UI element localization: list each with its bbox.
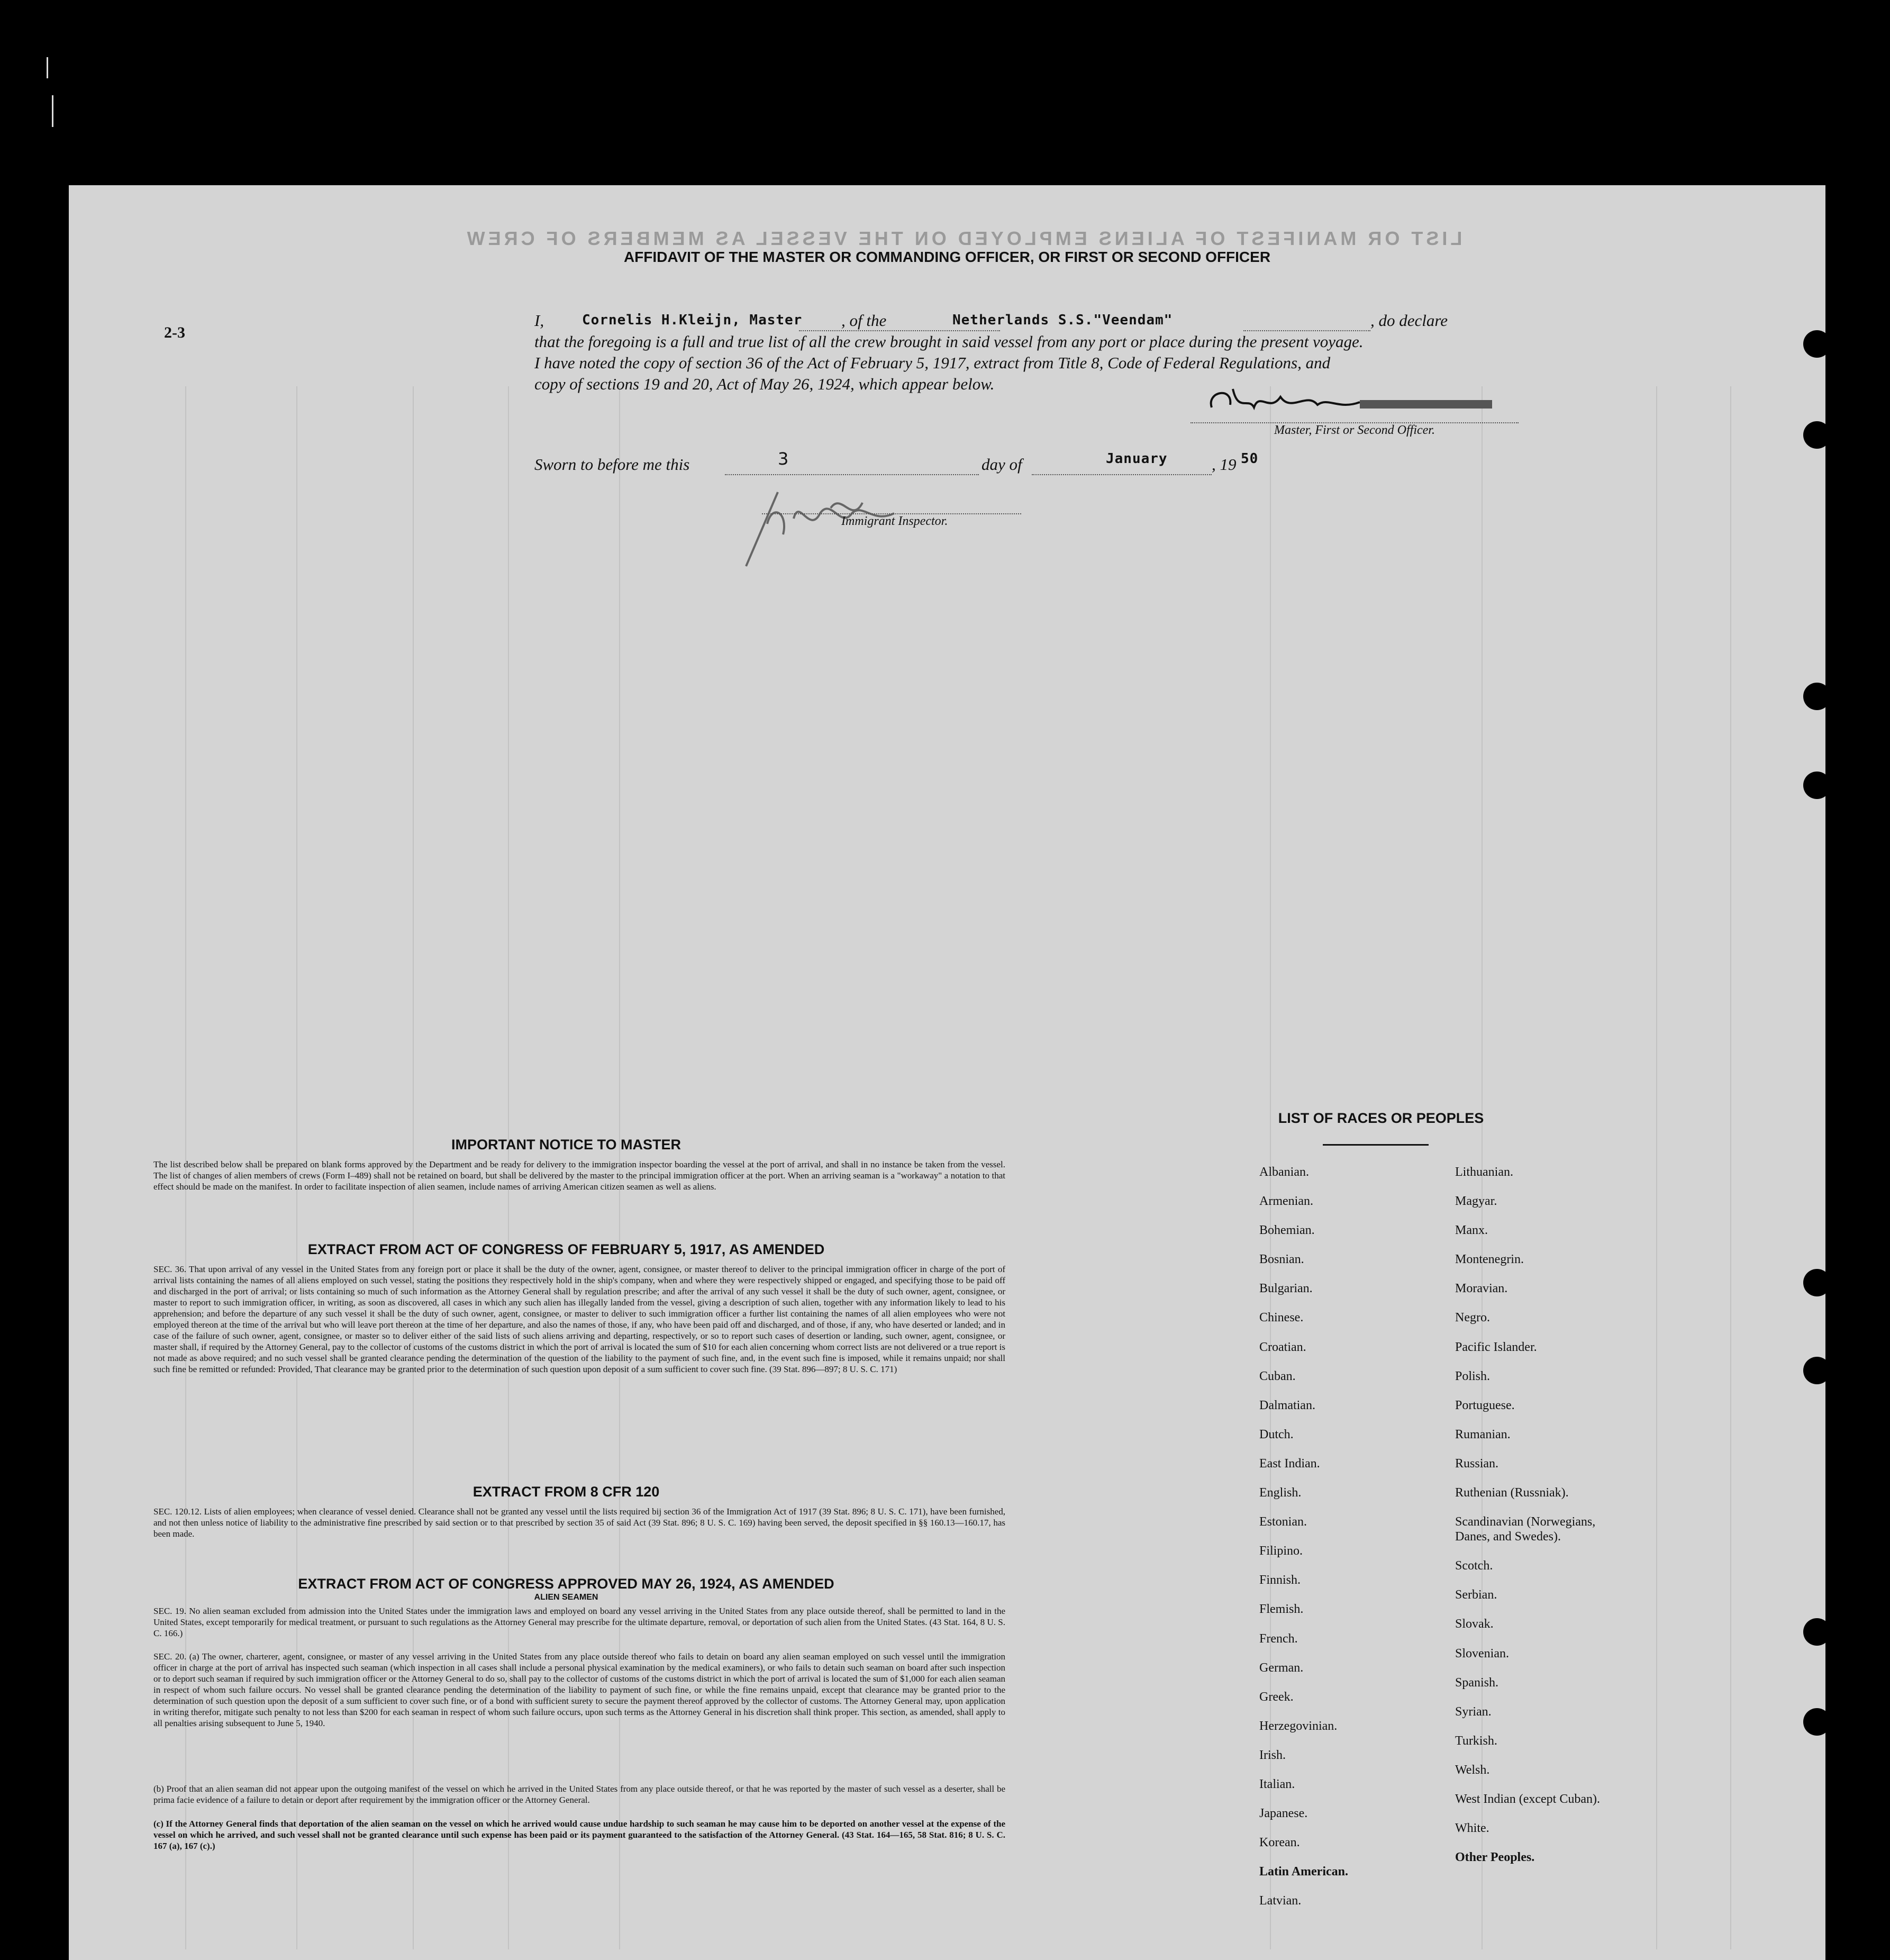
race-item: Latin American. [1259, 1865, 1348, 1879]
race-item: English. [1259, 1486, 1302, 1500]
race-item: Ruthenian (Russniak). [1455, 1486, 1569, 1500]
master-name: Cornelis H.Kleijn, Master [582, 312, 803, 328]
race-item: Greek. [1259, 1690, 1294, 1704]
race-item: Dutch. [1259, 1427, 1294, 1441]
race-item: Bulgarian. [1259, 1282, 1313, 1296]
race-item: Montenegrin. [1455, 1253, 1524, 1267]
race-item: Croatian. [1259, 1340, 1306, 1354]
inspector-caption: Immigrant Inspector. [841, 514, 948, 528]
race-item: East Indian. [1259, 1456, 1320, 1471]
race-item: Dalmatian. [1259, 1398, 1315, 1412]
race-item: Flemish. [1259, 1602, 1304, 1617]
declaration-line-4: copy of sections 19 and 20, Act of May 26, 1924, which appear below. [534, 375, 995, 393]
declaration-line-3: I have noted the copy of section 36 of the Act of February 5, 1917, extract from Title 8, Code of Federal Regulations, and [534, 353, 1331, 372]
race-item: Latvian. [1259, 1894, 1302, 1908]
ghost-title: LIST OR MANIFEST OF ALIENS EMPLOYED ON THE VESSEL AS MEMBERS OF CREW [464, 228, 1462, 249]
hole-punch [1803, 1618, 1831, 1646]
declaration-line-2: that the foregoing is a full and true list of all the crew brought in said vessel from any port or place during the present voyage. [534, 332, 1364, 351]
race-item: Moravian. [1455, 1282, 1508, 1296]
master-signature [1201, 381, 1497, 423]
extract-1924-sec20b: (b) Proof that an alien seaman did not appear upon the outgoing manifest of the vessel on which he arrived in the United States from any place outside thereof, or that he was reported by the master of such vessel as a deserter, shall be prima facie evidence of a failure to detain or deport after requirement by the immigration officer or the Attorney General. [153, 1784, 1005, 1805]
race-item: Spanish. [1455, 1675, 1499, 1690]
hole-punch [1803, 1269, 1831, 1296]
race-item: Japanese. [1259, 1807, 1308, 1821]
race-item: Filipino. [1259, 1544, 1303, 1558]
race-item: Danes, and Swedes). [1455, 1530, 1561, 1544]
race-item: Pacific Islander. [1455, 1340, 1537, 1354]
race-item: Welsh. [1455, 1763, 1490, 1777]
race-item [1455, 1879, 1600, 1908]
races-title: LIST OF RACES OR PEOPLES [1278, 1110, 1484, 1126]
race-item: Lithuanian. [1455, 1165, 1513, 1179]
race-item: Italian. [1259, 1777, 1295, 1791]
scan-speck [47, 57, 48, 78]
race-item: Syrian. [1455, 1704, 1492, 1719]
race-item: Manx. [1455, 1223, 1488, 1238]
race-item: Korean. [1259, 1836, 1300, 1850]
extract-1924-sec19: SEC. 19. No alien seaman excluded from admission into the United States under the immigration laws and employed on board any vessel arriving in the United States from any place outside thereof, shall be permitted to land in the United States, except temporarily for medical treatment, or pursuant to such regulations as the Attorney General may prescribe for the ultimate departure, removal, or deportation of such alien from the United States. (43 Stat. 164, 8 U. S. C. 166.) [153, 1606, 1005, 1638]
race-item: Magyar. [1455, 1194, 1497, 1209]
race-item: Negro. [1455, 1311, 1490, 1325]
hole-punch [1803, 772, 1831, 799]
race-item: Irish. [1259, 1748, 1286, 1762]
race-item: German. [1259, 1660, 1304, 1675]
race-item: Bohemian. [1259, 1223, 1315, 1238]
hole-punch [1803, 421, 1831, 449]
notice-title: IMPORTANT NOTICE TO MASTER [451, 1137, 681, 1153]
race-item: Herzegovinian. [1259, 1719, 1338, 1733]
race-item: Portuguese. [1455, 1398, 1515, 1412]
race-item: Russian. [1455, 1456, 1499, 1471]
manifest-sheet [69, 185, 1825, 1960]
race-item: West Indian (except Cuban). [1455, 1792, 1600, 1806]
races-right-column [1455, 1164, 1600, 1908]
race-item: Estonian. [1259, 1515, 1307, 1529]
race-item: Chinese. [1259, 1311, 1304, 1325]
extract-1924-title: EXTRACT FROM ACT OF CONGRESS APPROVED MAY 26, 1924, AS AMENDED [298, 1576, 834, 1592]
race-item: Scotch. [1455, 1559, 1493, 1573]
race-item: Finnish. [1259, 1573, 1301, 1587]
extract-1924-sec20a: SEC. 20. (a) The owner, charterer, agent, consignee, or master of any vessel arriving in the United States from any place outside thereof who fails to detain on board any alien seaman employed on such vessel until the immigration officer in charge at the port of arrival has inspected such seaman (which inspection in all cases shall include a personal physical examination by the medical examiners), or who fails to detain such seaman on board after such inspection or to deport such seaman if required by such immigration officer or the Attorney General to do so, shall pay to the collector of customs of the customs district in which the port of arrival is located the sum of $1,000 for each alien seaman in respect of whom such failure occurs. No vessel shall be granted clearance pending the determination of the liability to payment of such fine, or while the fine remains unpaid, except that clearance may be granted prior to the determination of such question upon the deposit of a sum sufficient to cover such fine, or of a bond with sufficient surety to secure the payment thereof approved by the collector of customs. The Attorney General may, upon application in writing therefor, mitigate such penalty to not less than $200 for each seaman in respect of whom such failure occurs, upon such terms as the Attorney General in his discretion shall think proper. This section, as amended, shall apply to all penalties arising subsequent to June 5, 1940. [153, 1652, 1005, 1728]
race-item: Bosnian. [1259, 1253, 1304, 1267]
race-item: Serbian. [1455, 1588, 1497, 1602]
affidavit-title: AFFIDAVIT OF THE MASTER OR COMMANDING OFFICER, OR FIRST OR SECOND OFFICER [623, 249, 1271, 265]
ghost-rule [1656, 386, 1657, 1949]
race-item: White. [1455, 1821, 1489, 1836]
race-item: Albanian. [1259, 1165, 1309, 1179]
sworn-year: 50 [1241, 451, 1259, 467]
race-item: Rumanian. [1455, 1427, 1511, 1441]
race-item: Armenian. [1259, 1194, 1313, 1209]
race-item: French. [1259, 1631, 1298, 1646]
extract-1917-title: EXTRACT FROM ACT OF CONGRESS OF FEBRUARY 5, 1917, AS AMENDED [307, 1241, 825, 1257]
race-item: Other Peoples. [1455, 1850, 1535, 1865]
extract-1917-text: SEC. 36. That upon arrival of any vessel in the United States from any foreign port or place it shall be the duty of the owner, agent, consignee, or master thereof to deliver to the principal immigration officer in charge of the port of arrival lists containing the names of all aliens employed on such vessel, stating the positions they respectively hold in the ship's company, when and where they were respectively shipped or engaged, and specifying those to be paid off and discharged in the port of arrival; or lists containing so much of such information as the Attorney General shall by regulation prescribe; and after the arrival of any such vessel it shall be the duty of such owner, agent, consignee, or master to report to such immigration officer, in writing, as soon as discovered, all cases in which any such alien has illegally landed from the vessel, giving a description of such alien, together with any information likely to lead to his apprehension; and before the departure of any such vessel it shall be the duty of such owner, agent, consignee, or master to deliver to such immigration officer a further list containing the names of all alien employees who were not employed thereon at the time of the arrival but who will leave port thereon at the time of her departure, and also the names of those, if any, who have been paid off and discharged, and of those, if any, who have deserted or landed; and in case of the failure of such owner, agent, consignee, or master so to deliver either of the said lists of such aliens arriving and departing, respectively, or so to report such cases of desertion or landing, such owner, agent, consignee, or master shall, if required by the Attorney General, pay to the collector of customs of the customs district in which the port of arrival is located the sum of $10 for each alien concerning whom correct lists are not delivered or a true report is not made as above required; and no such vessel shall be granted clearance pending the determination of the question of the liability to the payment of such fine, and, in the event such fine is imposed, while it remains unpaid; nor shall such fine be remitted or refunded: Provided, That clearance may be granted prior to the determination of such question upon deposit of a sum sufficient to cover such fine. (39 Stat. 896—897; 8 U. S. C. 171) [153, 1264, 1005, 1374]
extract-cfr-text: SEC. 120.12. Lists of alien employees; when clearance of vessel denied. Clearance shall not be granted any vessel until the lists required bij section 36 of the Immigration Act of 1917 (39 Stat. 896; 8 U. S. C. 171), have been furnished, and not then unless notice of liability to the administrative fine prescribed by said section or to that prescribed by section 35 of said Act (39 Stat. 896; 8 U. S. C. 169) having been served, the deposit specified in §§ 160.13—160.17, has been made. [153, 1507, 1005, 1539]
sworn-day: 3 [778, 449, 789, 469]
race-item: Polish. [1455, 1369, 1491, 1383]
race-item: Slovenian. [1455, 1646, 1509, 1660]
race-item: Turkish. [1455, 1734, 1497, 1748]
race-item: Scandinavian (Norwegians, [1455, 1515, 1596, 1529]
races-left-column [1259, 1164, 1348, 1922]
vessel-name: Netherlands S.S."Veendam" [952, 312, 1173, 328]
hole-punch [1803, 1708, 1831, 1736]
declaration-line-1: I, Cornelis H.Kleijn, Master , of the Netherlands S.S."Veendam" , do declare [534, 311, 1550, 330]
extract-1924-sec20c: (c) If the Attorney General finds that deportation of the alien seaman on the vessel on which he arrived would cause undue hardship to such seaman he may cause him to be deported on another vessel at the expense of the vessel on which he arrived, and such vessel shall not be granted clearance until such expense has been paid or its payment guaranteed to the satisfaction of the Attorney General. (43 Stat. 164—165, 58 Stat. 816; 8 U. S. C. 167 (a), 167 (c).) [153, 1819, 1005, 1851]
race-item: Cuban. [1259, 1369, 1296, 1383]
side-mark: 2-3 [164, 324, 185, 341]
extract-1924-subtitle: ALIEN SEAMEN [534, 1593, 598, 1602]
race-item: Slovak. [1455, 1617, 1494, 1631]
notice-text: The list described below shall be prepared on blank forms approved by the Department and be ready for delivery to the immigration inspector boarding the vessel at the port of arrival, and shall in no instance be taken from the vessel. The list of changes of alien members of crews (Form I–489) shall not be retained on board, but shall be delivered by the master to the principal immigration officer at the port. When an arriving seaman is a "workaway" a notation to that effect should be made on the manifest. In order to facilitate inspection of alien seamen, include names of arriving American citizen seamen as well as aliens. [153, 1159, 1005, 1192]
master-signature-caption: Master, First or Second Officer. [1191, 422, 1519, 438]
ghost-rule [1730, 386, 1731, 1949]
hole-punch [1803, 683, 1831, 710]
scan-speck [52, 95, 53, 127]
hole-punch [1803, 1357, 1831, 1384]
hole-punch [1803, 330, 1831, 358]
sworn-month: January [1106, 451, 1168, 467]
extract-cfr-title: EXTRACT FROM 8 CFR 120 [473, 1484, 660, 1500]
sworn-line: Sworn to before me this 3 day of January , 19 50 [534, 455, 1540, 474]
